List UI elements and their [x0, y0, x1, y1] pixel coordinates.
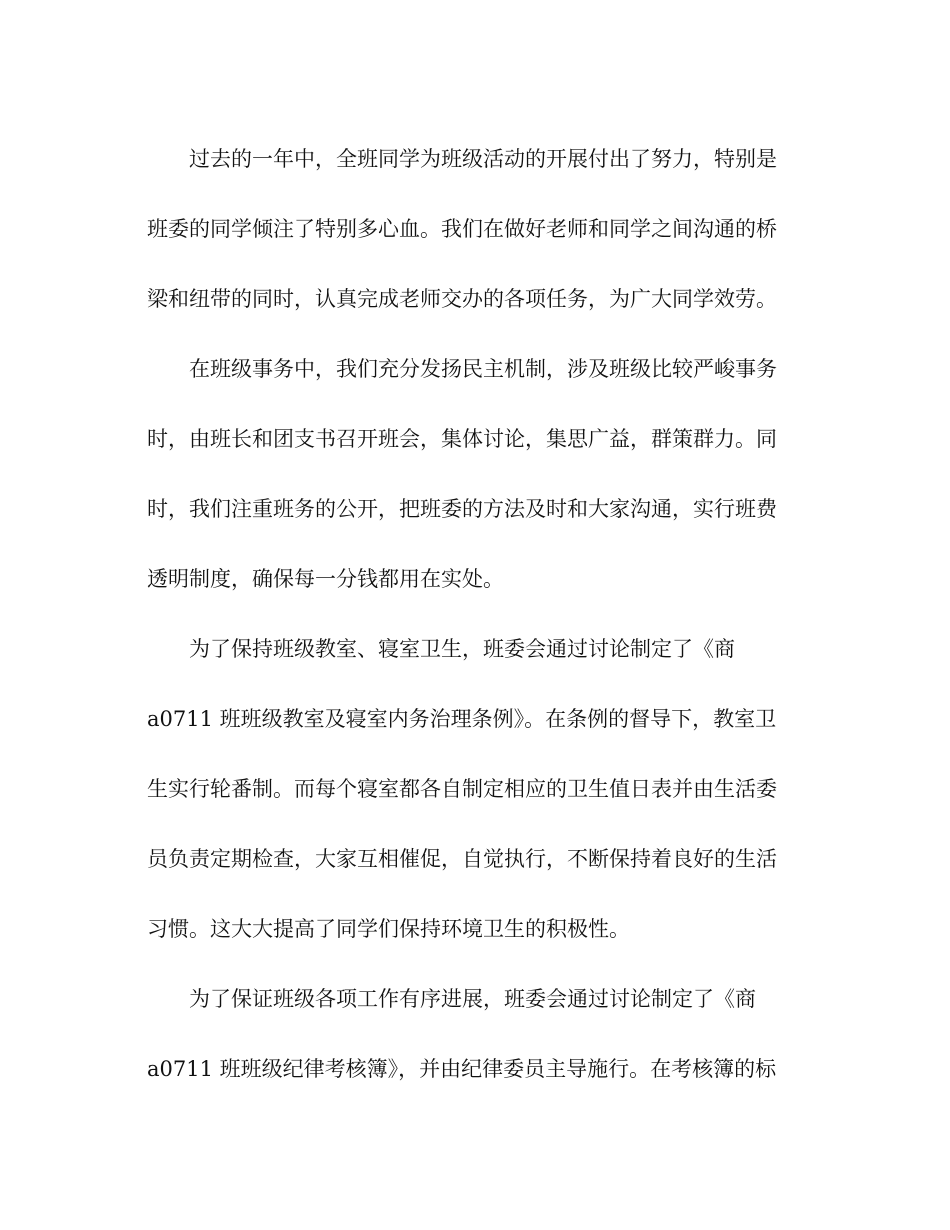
- paragraph-1-line-3: 梁和纽带的同时，认真完成老师交办的各项任务，为广大同学效劳。: [147, 287, 777, 311]
- paragraph-2-line-3: 时，我们注重班务的公开，把班委的方法及时和大家沟通，实行班费: [147, 497, 777, 521]
- paragraph-4-line-2: a0711 班班级纪律考核簿》，并由纪律委员主导施行。在考核簿的标: [147, 1057, 777, 1081]
- paragraph-3-line-1: 为了保持班级教室、寝室卫生，班委会通过讨论制定了《商: [189, 637, 735, 661]
- paragraph-2-line-4: 透明制度，确保每一分钱都用在实处。: [147, 567, 504, 591]
- paragraph-3-line-4: 员负责定期检查，大家互相催促，自觉执行，不断保持着良好的生活: [147, 847, 777, 871]
- document-body: [147, 139, 802, 1119]
- paragraph-3-line-5: 习惯。这大大提高了同学们保持环境卫生的积极性。: [147, 917, 630, 941]
- paragraph-4-line-1: 为了保证班级各项工作有序进展，班委会通过讨论制定了《商: [189, 987, 756, 1011]
- paragraph-3-line-2: a0711 班班级教室及寝室内务治理条例》。在条例的督导下，教室卫: [147, 707, 777, 731]
- paragraph-3-line-3: 生实行轮番制。而每个寝室都各自制定相应的卫生值日表并由生活委: [147, 777, 777, 801]
- paragraph-1-line-1: 过去的一年中，全班同学为班级活动的开展付出了努力，特别是: [189, 147, 777, 171]
- paragraph-1-line-2: 班委的同学倾注了特别多心血。我们在做好老师和同学之间沟通的桥: [147, 217, 777, 241]
- paragraph-2-line-2: 时，由班长和团支书召开班会，集体讨论，集思广益，群策群力。同: [147, 427, 777, 451]
- paragraph-2-line-1: 在班级事务中，我们充分发扬民主机制，涉及班级比较严峻事务: [189, 357, 777, 381]
